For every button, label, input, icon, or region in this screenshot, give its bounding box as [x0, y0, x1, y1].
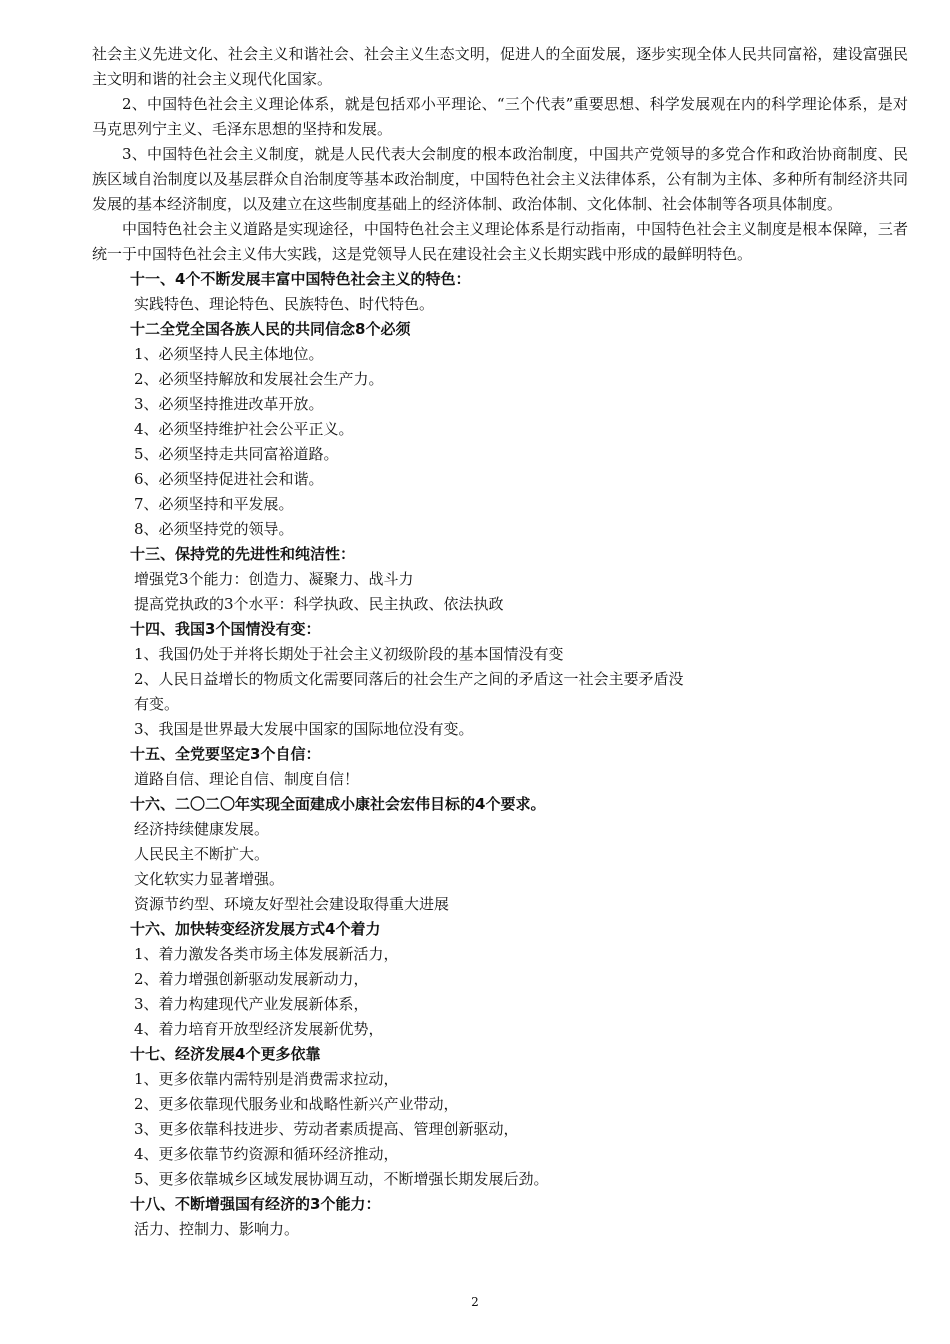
- list-item: 4、必须坚持维护社会公平正义。: [134, 420, 354, 438]
- section-heading: 十七、经济发展4个更多依靠: [130, 1045, 321, 1063]
- sections: [92, 267, 908, 1242]
- list-item: 4、更多依靠节约资源和循环经济推动，: [134, 1145, 399, 1163]
- list-item: 活力、控制力、影响力。: [134, 1220, 300, 1238]
- list-item: 有变。: [134, 695, 180, 713]
- list-item: 2、必须坚持解放和发展社会生产力。: [134, 370, 384, 388]
- section-heading: 十四、我国3个国情没有变：: [130, 620, 321, 638]
- list-item: 2、着力增强创新驱动发展新动力，: [134, 970, 369, 988]
- page-number: 2: [471, 1295, 479, 1309]
- section: [92, 917, 908, 1042]
- paragraph: 中国特色社会主义道路是实现途径，中国特色社会主义理论体系是行动指南，中国特色社会主义制度是根本保障，三者统一于中国特色社会主义伟大实践，这是党领导人民在建设社会主义长期实践中形成的最鲜明特色。: [92, 220, 908, 263]
- paragraph: 2、中国特色社会主义理论体系，就是包括邓小平理论、“三个代表”重要思想、科学发展观在内的科学理论体系，是对马克思列宁主义、毛泽东思想的坚持和发展。: [92, 95, 908, 138]
- list-item: 人民民主不断扩大。: [134, 845, 270, 863]
- list-item: 1、着力激发各类市场主体发展新活力，: [134, 945, 399, 963]
- list-item: 提高党执政的3个水平：科学执政、民主执政、依法执政: [134, 595, 504, 613]
- list-item: 5、更多依靠城乡区域发展协调互动，不断增强长期发展后劲。: [134, 1170, 549, 1188]
- list-item: 文化软实力显著增强。: [134, 870, 285, 888]
- list-item: 3、着力构建现代产业发展新体系，: [134, 995, 369, 1013]
- list-item: 4、着力培育开放型经济发展新优势，: [134, 1020, 384, 1038]
- section: [92, 317, 908, 542]
- list-item: 5、必须坚持走共同富裕道路。: [134, 445, 339, 463]
- list-item: 经济持续健康发展。: [134, 820, 270, 838]
- list-item: 3、更多依靠科技进步、劳动者素质提高、管理创新驱动，: [134, 1120, 519, 1138]
- section: [92, 1042, 908, 1192]
- section-heading: 十六、加快转变经济发展方式4个着力: [130, 920, 381, 938]
- section: [92, 617, 908, 742]
- list-item: 6、必须坚持促进社会和谐。: [134, 470, 324, 488]
- list-item: 实践特色、理论特色、民族特色、时代特色。: [134, 295, 435, 313]
- document-page: [92, 42, 908, 1242]
- list-item: 资源节约型、环境友好型社会建设取得重大进展: [134, 895, 450, 913]
- section-heading: 十五、全党要坚定3个自信：: [130, 745, 321, 763]
- intro-paragraphs: [92, 42, 908, 267]
- section-heading: 十八、不断增强国有经济的3个能力：: [130, 1195, 381, 1213]
- section-heading: 十六、二〇二〇年实现全面建成小康社会宏伟目标的4个要求。: [130, 795, 546, 813]
- list-item: 道路自信、理论自信、制度自信！: [134, 770, 360, 788]
- section: [92, 267, 908, 317]
- section-heading: 十三、保持党的先进性和纯洁性：: [130, 545, 356, 563]
- section: [92, 542, 908, 617]
- list-item: 8、必须坚持党的领导。: [134, 520, 294, 538]
- list-item: 1、更多依靠内需特别是消费需求拉动，: [134, 1070, 399, 1088]
- list-item: 1、我国仍处于并将长期处于社会主义初级阶段的基本国情没有变: [134, 645, 564, 663]
- list-item: 1、必须坚持人民主体地位。: [134, 345, 324, 363]
- list-item: 2、人民日益增长的物质文化需要同落后的社会生产之间的矛盾这一社会主要矛盾没: [134, 670, 684, 688]
- list-item: 3、必须坚持推进改革开放。: [134, 395, 324, 413]
- list-item: 7、必须坚持和平发展。: [134, 495, 294, 513]
- list-item: 2、更多依靠现代服务业和战略性新兴产业带动，: [134, 1095, 459, 1113]
- section: [92, 1192, 908, 1242]
- section-heading: 十二全党全国各族人民的共同信念8个必须: [130, 320, 411, 338]
- list-item: 3、我国是世界最大发展中国家的国际地位没有变。: [134, 720, 474, 738]
- section-heading: 十一、4个不断发展丰富中国特色社会主义的特色：: [130, 270, 471, 288]
- section: [92, 792, 908, 917]
- section: [92, 742, 908, 792]
- list-item: 增强党3个能力：创造力、凝聚力、战斗力: [134, 570, 414, 588]
- paragraph: 3、中国特色社会主义制度，就是人民代表大会制度的根本政治制度，中国共产党领导的多党合作和政治协商制度、民族区域自治制度以及基层群众自治制度等基本政治制度，中国特色社会主义法律体系，公有制为主体、多种所有制经济共同发展的基本经济制度，以及建立在这些制度基础上的经济体制、政治体制、文化体制、社会体制等各项具体制度。: [92, 145, 908, 213]
- paragraph: 社会主义先进文化、社会主义和谐社会、社会主义生态文明，促进人的全面发展，逐步实现全体人民共同富裕，建设富强民主文明和谐的社会主义现代化国家。: [92, 45, 908, 88]
